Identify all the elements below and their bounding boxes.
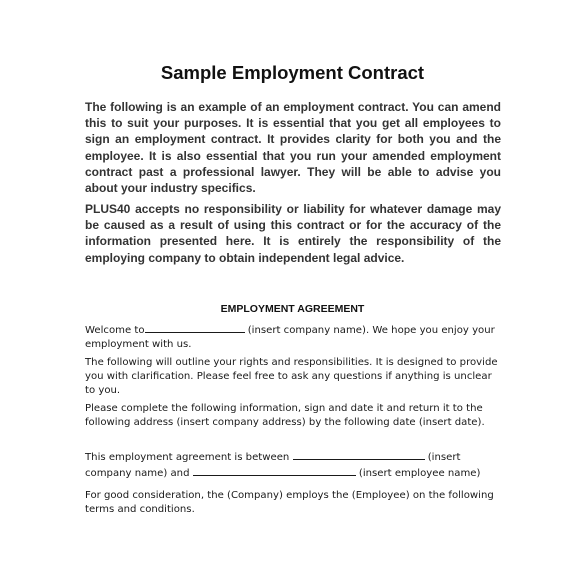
agreement-prefix: This employment agreement is between xyxy=(85,452,293,463)
outline-paragraph: The following will outline your rights and responsibilities. It is designed to provide you with clarification. Please feel free to ask any questions if anything is unclear to you. xyxy=(85,357,498,396)
agreement-middle: (insert company name) and xyxy=(85,452,461,479)
agreement-suffix: (insert employee name) xyxy=(355,467,481,479)
welcome-paragraph xyxy=(85,322,505,352)
employee-name-blank xyxy=(193,465,356,476)
complete-info-paragraph: Please complete the following information, sign and date it and return it to the following address (insert company address) by the following date (insert date). xyxy=(85,403,485,428)
employer-name-blank xyxy=(293,449,425,460)
section-heading: EMPLOYMENT AGREEMENT xyxy=(220,303,365,315)
disclaimer-paragraph: PLUS40 accepts no responsibility or liability for whatever damage may be caused as a result of using this contract or for the accuracy of the information presented here. It is entirely the responsibility of the employing company to obtain independent legal advice. xyxy=(85,202,501,265)
intro-paragraph: The following is an example of an employment contract. You can amend this to suit your purposes. It is essential that you get all employees to sign an employment contract. It provides clarity for both you and the employee. It is also essential that you run your amended employment contract past a professional lawyer. They will be able to advise you about your industry specifics. xyxy=(85,100,501,196)
document-title: Sample Employment Contract xyxy=(160,62,425,83)
consideration-paragraph: For good consideration, the (Company) employs the (Employee) on the following terms and conditions. xyxy=(85,490,494,515)
welcome-suffix: (insert company name). We hope you enjoy your employment with us. xyxy=(85,325,495,350)
agreement-paragraph xyxy=(85,449,505,481)
welcome-prefix: Welcome to xyxy=(85,325,145,336)
company-name-blank xyxy=(145,322,245,333)
